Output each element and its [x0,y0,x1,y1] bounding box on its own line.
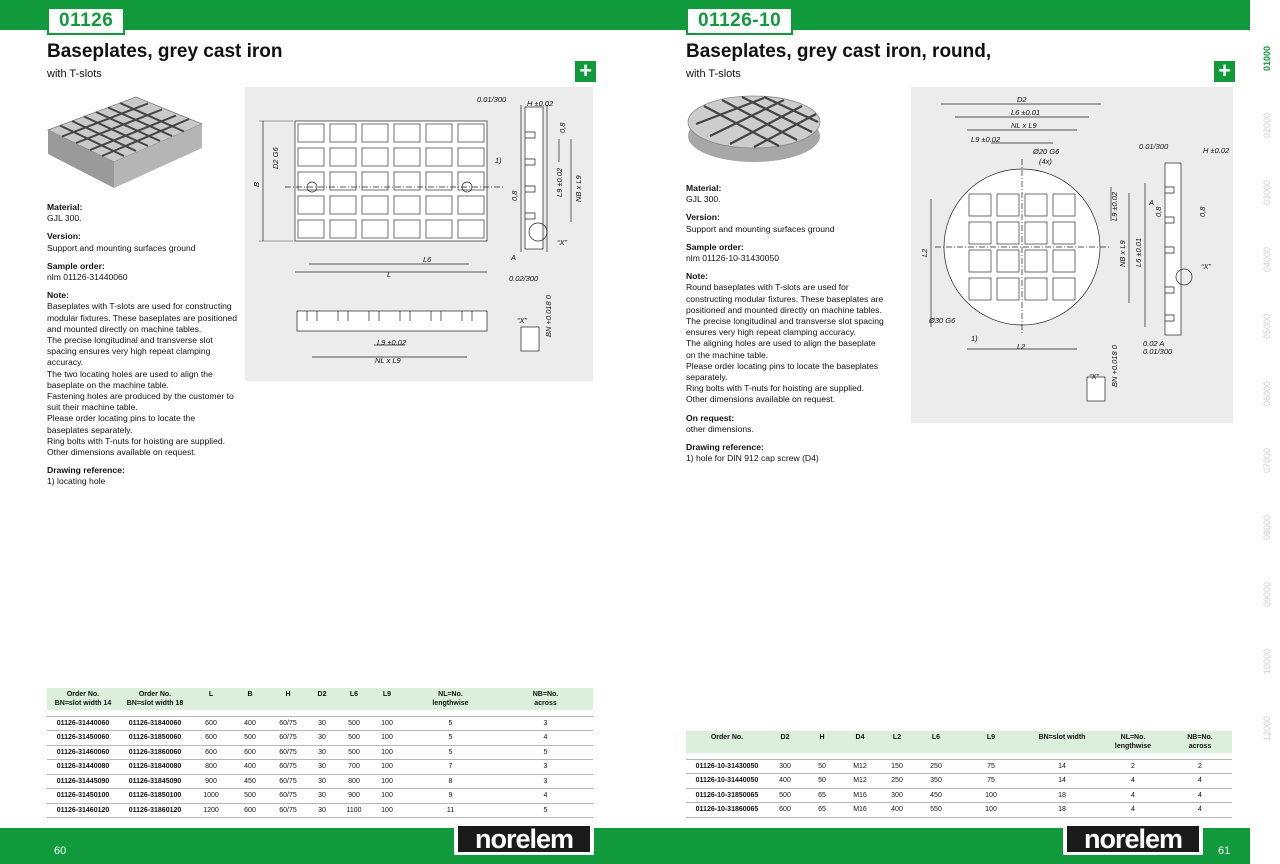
table-header-cell: H [802,731,842,753]
table-cell: 4 [1098,774,1168,789]
table-cell: 01126-31460120 [47,803,119,818]
table-cell: 4 [498,789,593,804]
drawing-label: NL x L9 [1011,121,1037,130]
table-cell: 500 [337,716,371,731]
table-cell: 4 [1168,774,1232,789]
grid-cell [1053,222,1075,244]
side-tab-10000[interactable]: 10000 [1262,648,1272,674]
side-tab-05000[interactable]: 05000 [1262,313,1272,339]
table-cell: 3 [498,774,593,789]
grid-cell [458,148,484,166]
table-cell: 450 [916,788,956,803]
grid-cell [426,220,452,238]
table-cell: 500 [231,789,269,804]
table-cell: 350 [916,774,956,789]
grid-cell [969,278,991,300]
grid-cell [394,124,420,142]
table-cell: 60/75 [269,760,307,775]
table-row [47,774,593,789]
table-cell: 2 [1168,759,1232,774]
drawing-label: 0,8 [510,190,519,201]
table-header-cell: L9 [956,731,1026,753]
table-cell: 30 [307,803,337,818]
table-header-cell: NB=No. across [1168,731,1232,753]
drawing-label: L6 [423,255,432,264]
note-text: Baseplates with T-slots are used for constructing modular fixtures. These baseplates are positioned and mounted directly on machine tables. The precise longitudinal and transverse slot spacing ensures very high repeat clamping accuracy. The two locating holes are used to align the baseplate on the machine table. Fastening holes are produced by the customer to suit their machine table. Please order locating pins to locate the baseplates separately. Ring bolts with T-nuts for hoisting are supplied. Other dimensions available on request. [47,301,237,458]
drawing-label: (4x) [1039,157,1052,166]
drawing-label: 1) [495,156,502,165]
table-header-cell: L6 [337,688,371,710]
table-header-cell: BN=slot width [1026,731,1098,753]
table-cell: 11 [403,803,498,818]
drawing-label: L9 ±0.02 [377,338,407,347]
sample-order-heading: Sample order: [47,260,105,271]
table-cell: 75 [956,774,1026,789]
table-cell: 100 [371,760,403,775]
logo-text: norelem [1083,823,1183,854]
table-cell: 100 [371,731,403,746]
table-cell: 18 [1026,803,1098,818]
table-header-cell: NB=No. across [498,688,593,710]
drawing-label: 0,8 [1198,206,1207,217]
table-cell: 01126-10-31430050 [686,759,768,774]
table-cell: 900 [337,789,371,804]
side-tab-12000[interactable]: 12000 [1262,715,1272,741]
table-cell: 01126-31440060 [47,716,119,731]
grid-cell [1025,278,1047,300]
product-image-round-baseplate [684,84,824,166]
table-header-cell: Order No. BN=slot width 14 [47,688,119,710]
drawing-label: L2 [1017,342,1026,351]
table-cell: 1000 [191,789,231,804]
table-cell: 30 [307,731,337,746]
technical-drawing-right [911,87,1233,423]
grid-cell [969,250,991,272]
norelem-logo-left [454,823,594,855]
table-cell: 01126-31450060 [47,731,119,746]
table-cell: 01126-31845090 [119,774,191,789]
drawing-label: “X” [1089,372,1099,381]
drawing-label: D2 G6 [271,147,280,169]
drawing-label: BN +0.018 0 [1110,345,1119,387]
drawing-label: A [1149,198,1155,207]
table-cell: 30 [307,745,337,760]
table-header-cell: NL=No. lengthwise [1098,731,1168,753]
table-cell: 65 [802,788,842,803]
table-cell: 600 [231,803,269,818]
table-cell: 4 [1098,803,1168,818]
grid-cell [330,196,356,214]
grid-cell [298,220,324,238]
drawing-label: H ±0.02 [1203,146,1230,155]
table-cell: 01126-31460060 [47,745,119,760]
grid-cell [362,124,388,142]
drawing-label: L9 ±0.02 [971,135,1001,144]
table-cell: 50 [802,774,842,789]
drawing-label: L9 ±0.02 [555,167,564,197]
table-cell: 500 [337,745,371,760]
grid-cell [426,148,452,166]
drawing-label: Ø30 G6 [929,316,956,325]
drawing-label: 0.02 A [1143,339,1165,348]
drawing-label: 0.02/300 [509,274,539,283]
table-cell: 600 [191,716,231,731]
table-cell: 01126-31440080 [47,760,119,775]
material-heading: Material: [47,202,83,212]
grid-cell [394,196,420,214]
table-cell: 1100 [337,803,371,818]
table-cell: 400 [768,774,802,789]
drawing-label: 0.01/300 [1139,142,1169,151]
grid-cell [997,278,1019,300]
grid-cell [330,220,356,238]
grid-cell [362,220,388,238]
grid-cell [997,250,1019,272]
norelem-logo-right [1063,823,1203,855]
drawing-label: Ø20 G6 [1033,147,1060,156]
table-cell: 700 [337,760,371,775]
grid-cell [362,148,388,166]
drawing-label: “X” [557,238,567,247]
page-number-right: 61 [1218,845,1231,857]
table-header-cell: L9 [371,688,403,710]
side-tab-03000[interactable]: 03000 [1262,179,1272,205]
table-cell: 300 [878,788,916,803]
logo-text: norelem [474,823,574,854]
grid-cell [426,196,452,214]
drawing-label: 1) [971,334,978,343]
table-header-cell: Order No. [686,731,768,753]
table-cell: 250 [916,759,956,774]
on-request-heading: On request: [686,412,735,423]
product-image-rect-baseplate [44,92,204,192]
table-cell: 300 [768,759,802,774]
sample-order-heading: Sample order: [686,241,744,252]
drawing-label: 0,8 [1154,206,1163,217]
material-heading: Material: [686,183,722,193]
grid-cell [969,222,991,244]
version-value: Support and mounting surfaces ground [47,242,196,253]
drawing-reference-text: 1) locating hole [47,476,106,487]
grid-cell [394,220,420,238]
table-header-cell: D2 [307,688,337,710]
table-cell: 2 [1098,759,1168,774]
grid-cell [1025,222,1047,244]
table-cell: 5 [403,716,498,731]
table-cell: 400 [231,760,269,775]
grid-cell [298,196,324,214]
table-cell: 01126-31840080 [119,760,191,775]
drawing-label: NL x L9 [375,356,401,365]
grid-cell [298,148,324,166]
table-cell: 60/75 [269,774,307,789]
grid-cell [362,196,388,214]
version-heading: Version: [47,231,81,242]
table-cell: M12 [842,759,878,774]
side-tab-09000[interactable]: 09000 [1262,581,1272,607]
table-cell: 4 [1098,788,1168,803]
table-cell: 400 [878,803,916,818]
table-cell: 60/75 [269,745,307,760]
table-cell: 01126-31860120 [119,803,191,818]
table-cell: 30 [307,760,337,775]
drawing-label: “X” [517,316,527,325]
table-cell: 100 [371,803,403,818]
table-cell: 50 [802,759,842,774]
table-cell: 4 [1168,803,1232,818]
drawing-label: L6 ±0.01 [1134,237,1143,267]
page-title-right: Baseplates, grey cast iron, round, [686,41,992,62]
order-table-left [47,688,593,818]
table-row [686,788,1232,803]
table-cell: 5 [403,745,498,760]
grid-cell [1053,194,1075,216]
drawing-label: L9 ±0.02 [1110,191,1119,221]
table-cell: 550 [916,803,956,818]
table-cell: 500 [231,731,269,746]
drawing-reference-text: 1) hole for DIN 912 cap screw (D4) [686,453,819,464]
table-cell: 18 [1026,788,1098,803]
table-cell: 01126-10-31850065 [686,788,768,803]
table-row [686,774,1232,789]
technical-drawing-left [245,87,593,381]
table-cell: 600 [191,745,231,760]
table-cell: 01126-10-31440050 [686,774,768,789]
table-cell: 3 [498,760,593,775]
table-header-cell: D2 [768,731,802,753]
description-right [686,183,886,471]
table-header-cell: H [269,688,307,710]
drawing-label: 0,8 [558,122,567,133]
side-tab-01000[interactable]: 01000 [1262,45,1272,71]
description-left [47,202,237,495]
table-cell: 01126-10-31860065 [686,803,768,818]
drawing-label: “X” [1201,262,1211,271]
table-cell: 400 [231,716,269,731]
page-title-left: Baseplates, grey cast iron [47,41,283,62]
drawing-reference-heading: Drawing reference: [47,465,125,476]
material-value: GJL 300. [686,194,721,205]
page-subtitle-left: with T-slots [47,68,102,80]
table-cell: 500 [337,731,371,746]
table-cell: 100 [956,803,1026,818]
drawing-label: A [511,253,517,262]
table-cell: 600 [231,745,269,760]
table-row [686,759,1232,774]
table-cell: 60/75 [269,789,307,804]
table-cell: 5 [403,731,498,746]
on-request-text: other dimensions. [686,423,754,434]
table-cell: 75 [956,759,1026,774]
table-cell: M16 [842,803,878,818]
table-row [47,716,593,731]
side-tab-08000[interactable]: 08000 [1262,514,1272,540]
grid-cell [458,124,484,142]
table-cell: 600 [191,731,231,746]
product-code-left: 01126 [47,7,125,35]
table-cell: 5 [498,803,593,818]
table-header-cell: B [231,688,269,710]
table-cell: 100 [371,789,403,804]
page-subtitle-right: with T-slots [686,68,741,80]
grid-cell [1025,250,1047,272]
table-cell: 01126-31860060 [119,745,191,760]
table-row [686,803,1232,818]
table-row [47,760,593,775]
table-cell: M16 [842,788,878,803]
table-cell: 14 [1026,759,1098,774]
side-tab-06000[interactable]: 06000 [1262,380,1272,406]
add-to-list-button-right[interactable]: + [1214,61,1235,82]
grid-cell [298,124,324,142]
page-number-left: 60 [54,845,67,857]
product-code-right: 01126-10 [686,7,793,35]
grid-cell [426,124,452,142]
drawing-label: NB x L9 [1118,240,1127,267]
table-header-cell: L [191,688,231,710]
side-tab-04000[interactable]: 04000 [1262,246,1272,272]
grid-cell [997,194,1019,216]
note-heading: Note: [47,290,69,301]
table-cell: 1200 [191,803,231,818]
grid-cell [458,220,484,238]
table-header-cell: L2 [878,731,916,753]
grid-cell [330,124,356,142]
drawing-label: L2 [920,248,929,257]
table-cell: 900 [191,774,231,789]
table-cell: 450 [231,774,269,789]
table-row [47,803,593,818]
table-cell: 01126-31445090 [47,774,119,789]
table-header-cell: NL=No. lengthwise [403,688,498,710]
table-cell: 800 [191,760,231,775]
table-header-cell: Order No. BN=slot width 18 [119,688,191,710]
drawing-label: B [252,181,261,187]
drawing-label: L6 ±0.01 [1011,108,1041,117]
table-cell: 3 [498,716,593,731]
drawing-label: NB x L9 [574,175,583,202]
table-cell: 4 [1168,788,1232,803]
note-heading: Note: [686,271,708,282]
table-cell: 4 [498,731,593,746]
grid-cell [1025,194,1047,216]
material-value: GJL 300. [47,213,82,224]
table-row [47,731,593,746]
order-table-right [686,731,1232,818]
drawing-label: D2 [1017,95,1027,104]
table-cell: 30 [307,789,337,804]
table-cell: 01126-31850060 [119,731,191,746]
version-value: Support and mounting surfaces ground [686,223,835,234]
table-cell: 01126-31850100 [119,789,191,804]
table-cell: 01126-31450100 [47,789,119,804]
side-tab-02000[interactable]: 02000 [1262,112,1272,138]
table-cell: 100 [956,788,1026,803]
table-cell: 9 [403,789,498,804]
add-to-list-button-left[interactable]: + [575,61,596,82]
grid-cell [969,194,991,216]
table-cell: 30 [307,716,337,731]
drawing-label: H ±0.02 [527,99,554,108]
table-cell: 30 [307,774,337,789]
drawing-label: 0.01/300 [1143,347,1173,356]
table-cell: 250 [878,774,916,789]
drawing-label: BN +0.018 0 [544,295,553,337]
table-cell: 150 [878,759,916,774]
drawing-reference-heading: Drawing reference: [686,442,764,453]
grid-cell [458,196,484,214]
table-cell: 60/75 [269,716,307,731]
table-cell: 01126-31840060 [119,716,191,731]
table-cell: 14 [1026,774,1098,789]
grid-cell [394,148,420,166]
grid-cell [1053,278,1075,300]
sample-order-value: nlm 01126-31440060 [47,272,128,283]
table-cell: 100 [371,745,403,760]
grid-cell [330,148,356,166]
table-cell: 5 [498,745,593,760]
table-cell: 8 [403,774,498,789]
table-cell: 800 [337,774,371,789]
table-row [47,745,593,760]
table-cell: 7 [403,760,498,775]
side-tab-07000[interactable]: 07000 [1262,447,1272,473]
version-heading: Version: [686,212,720,223]
table-cell: M12 [842,774,878,789]
note-text: Round baseplates with T-slots are used for constructing modular fixtures. These baseplates are positioned and mounted directly on machine tables. The precise longitudinal and transverse slot spacing ensures very high repeat clamping accuracy. The aligning holes are used to align the baseplate on the machine table. Please order locating pins to locate the baseplates separately. Ring bolts with T-nuts for hoisting are supplied. Other dimensions available on request. [686,282,884,405]
table-header-cell: L6 [916,731,956,753]
table-cell: 60/75 [269,731,307,746]
table-header-cell: D4 [842,731,878,753]
table-row [47,789,593,804]
table-cell: 100 [371,716,403,731]
table-cell: 600 [768,803,802,818]
table-cell: 500 [768,788,802,803]
table-cell: 65 [802,803,842,818]
table-cell: 60/75 [269,803,307,818]
sample-order-value: nlm 01126-10-31430050 [686,253,780,264]
grid-cell [1053,250,1075,272]
grid-cell [997,222,1019,244]
drawing-label: L [387,270,392,279]
table-cell: 100 [371,774,403,789]
drawing-label: 0.01/300 [477,95,507,104]
